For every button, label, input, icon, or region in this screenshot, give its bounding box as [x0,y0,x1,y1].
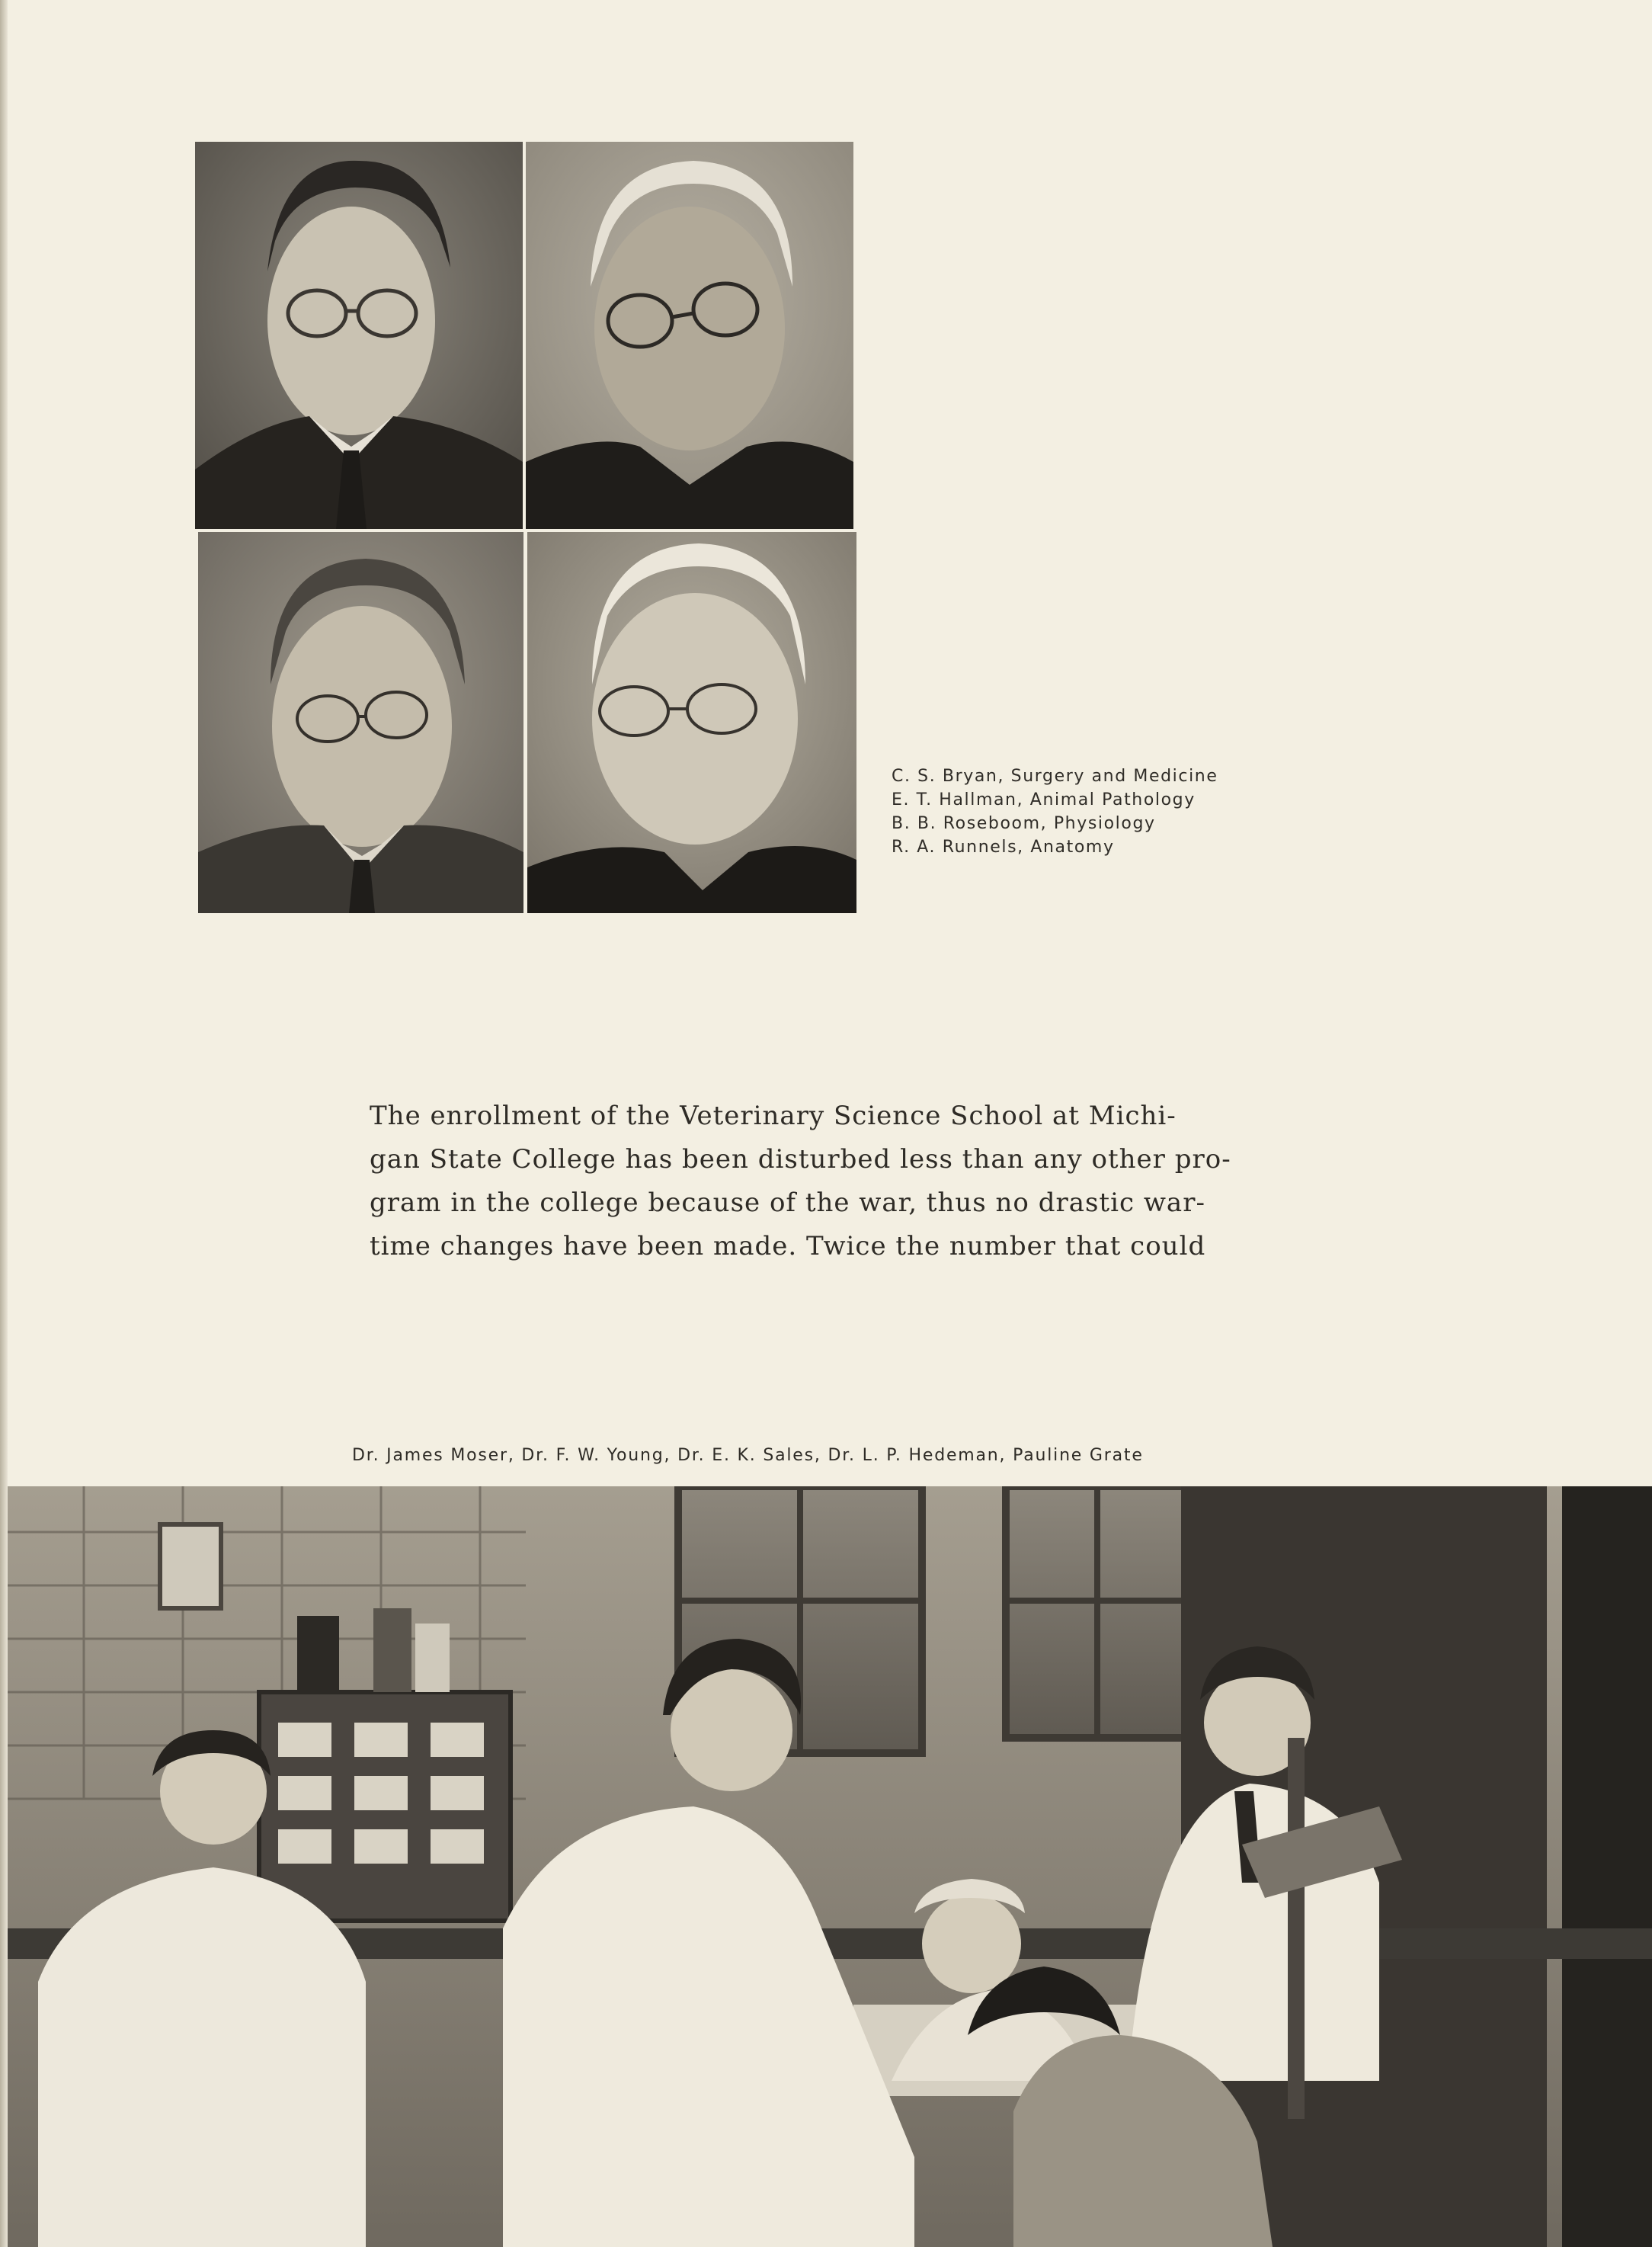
body-paragraph [370,1095,1231,1268]
portrait-hallman [526,142,853,529]
faculty-caption [892,764,1273,859]
paragraph-line: The enrollment of the Veterinary Science School at Michi- [370,1101,1177,1131]
portrait-roseboom [198,532,523,913]
paragraph-line: time changes have been made. Twice the number that could [370,1231,1206,1261]
caption-line: R. A. Runnels, Anatomy [892,838,1115,857]
portrait-runnels [527,532,856,913]
page-binding-edge [0,0,8,2247]
group-photo-laboratory [8,1486,1652,2247]
portrait-bryan [195,142,523,529]
group-photo-caption: Dr. James Moser, Dr. F. W. Young, Dr. E. K. Sales, Dr. L. P. Hedeman, Pauline Grate [352,1446,1144,1465]
caption-line: C. S. Bryan, Surgery and Medicine [892,767,1218,786]
caption-line: B. B. Roseboom, Physiology [892,814,1156,833]
paragraph-line: gram in the college because of the war, thus no drastic war- [370,1188,1205,1218]
paragraph-line: gan State College has been disturbed less than any other pro- [370,1144,1231,1175]
caption-line: E. T. Hallman, Animal Pathology [892,790,1196,809]
